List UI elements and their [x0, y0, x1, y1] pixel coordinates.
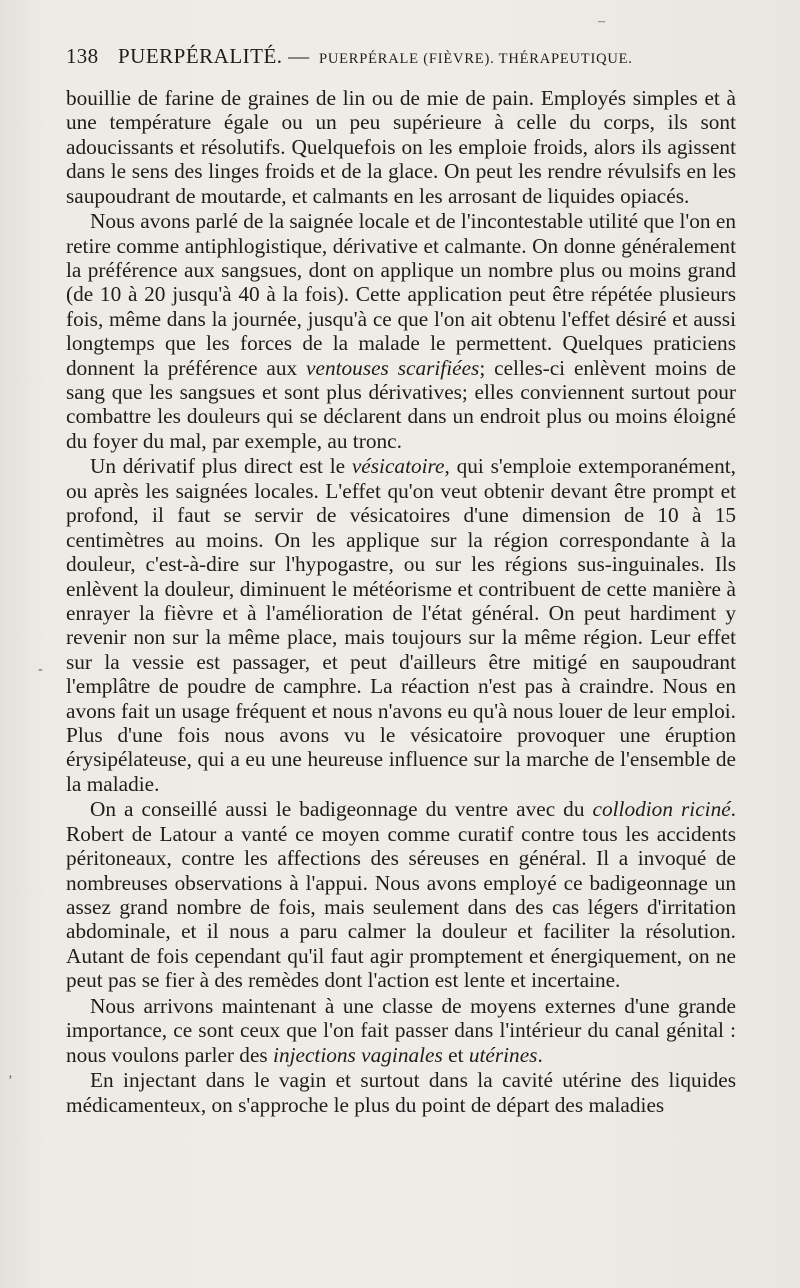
print-mark: -	[38, 662, 43, 677]
italic-term: vésicatoire	[351, 454, 445, 479]
header-dash: —	[288, 44, 310, 68]
text-run: ; celles-ci enlèvent moins de sang que les sangsues et sont plus dérivatives; elles conviennent surtout pour combattre les douleurs qui se déclarent dans un endroit plus ou moins éloigné du foyer du mal, par exemple, au tronc.	[66, 355, 736, 453]
print-mark: ‚	[8, 1066, 13, 1081]
text-run: Nous avons parlé de la saignée locale et de l'incontestable utilité que l'on en retire comme antiphlogistique, dérivative et calmante. On donne généralement la préférence aux sangsues, dont on applique un nombre plus ou moins grand (de 10 à 20 jusqu'à 40 à la fois). Cette application peut être répétée plusieurs fois, même dans la journée, jusqu'à ce que l'on ait obtenu l'effet désiré et aussi longtemps que les forces de la malade le permettent. Quelques praticiens donnent la préférence aux	[66, 209, 736, 380]
header-subtitle: PUERPÉRALE (FIÈVRE). THÉRAPEUTIQUE.	[319, 51, 633, 67]
print-mark: –	[598, 14, 605, 29]
running-title: PUERPÉRALITÉ.	[117, 44, 283, 68]
italic-term: collodion riciné	[592, 797, 731, 822]
paragraph	[66, 209, 736, 453]
text-run: , qui s'emploie extemporanément, ou après les saignées locales. L'effet qu'on veut obtenir devant être prompt et profond, il faut se servir de vésicatoires d'une dimension de 10 à 15 centimètres au moins. On les applique sur la région correspondante à la douleur, c'est-à-dire sur l'hypogastre, ou sur les régions sus-inguinales. Ils enlèvent la douleur, diminuent le météorisme et contribuent de cette manière à enrayer la fièvre et à l'amélioration de l'état général. On peut hardiment y revenir non sur la même place, mais toujours sur la même région. Leur effet sur la vessie est passager, et peut d'ailleurs être mitigé en saupoudrant l'emplâtre de poudre de camphre. La réaction n'est pas à craindre. Nous en avons fait un usage fréquent et nous n'avons eu qu'à nous louer de leur emploi. Plus d'une fois nous avons vu le vésicatoire provoquer une éruption érysipélateuse, qui a eu une heureuse influence sur la marche de l'ensemble de la maladie.	[66, 454, 737, 796]
paragraph	[66, 1068, 736, 1117]
paragraph	[66, 454, 736, 796]
text-run: On a conseillé aussi le badigeonnage du ventre avec du	[90, 797, 593, 822]
text-run: et	[442, 1042, 469, 1067]
paragraph	[66, 994, 736, 1067]
text-run: bouillie de farine de graines de lin ou de mie de pain. Employés simples et à une température égale ou un peu supérieure à celle du corps, ils sont adoucissants et résolutifs. Quelquefois on les emploie froids, alors ils agissent dans le sens des linges froids et de la glace. On peut les rendre révulsifs en les saupoudrant de moutarde, et calmants en les arrosant de liquides opiacés.	[66, 86, 736, 208]
paragraph	[66, 797, 736, 992]
page-number: 138	[66, 44, 99, 68]
italic-term: utérines	[468, 1042, 538, 1067]
text-run: Nous arrivons maintenant à une classe de moyens externes d'une grande importance, ce sont ceux que l'on fait passer dans l'intérieur du canal génital : nous voulons parler des	[66, 993, 736, 1067]
italic-term: ventouses scarifiées	[306, 355, 480, 380]
paragraph	[66, 86, 736, 208]
running-header	[66, 44, 746, 69]
text-run: En injectant dans le vagin et surtout dans la cavité utérine des liquides médicamenteux, on s'approche le plus du point de départ des maladies	[66, 1068, 736, 1117]
body-text	[66, 86, 736, 1118]
italic-term: injections vaginales	[273, 1042, 443, 1067]
text-run: .	[537, 1042, 543, 1067]
text-run: . Robert de Latour a vanté ce moyen comme curatif contre tous les accidents péritoneaux, contre les affections des séreuses en général. Il a invoqué de nombreuses observations à l'appui. Nous avons employé ce badigeonnage un assez grand nombre de fois, mais seulement dans des cas légers d'irritation abdominale, et il nous a paru calmer la douleur et faciliter la résolution. Autant de fois cependant qu'il faut agir promptement et énergiquement, on ne peut pas se fier à des remèdes dont l'action est lente et incertaine.	[66, 797, 736, 993]
text-run: Un dérivatif plus direct est le	[90, 454, 352, 479]
